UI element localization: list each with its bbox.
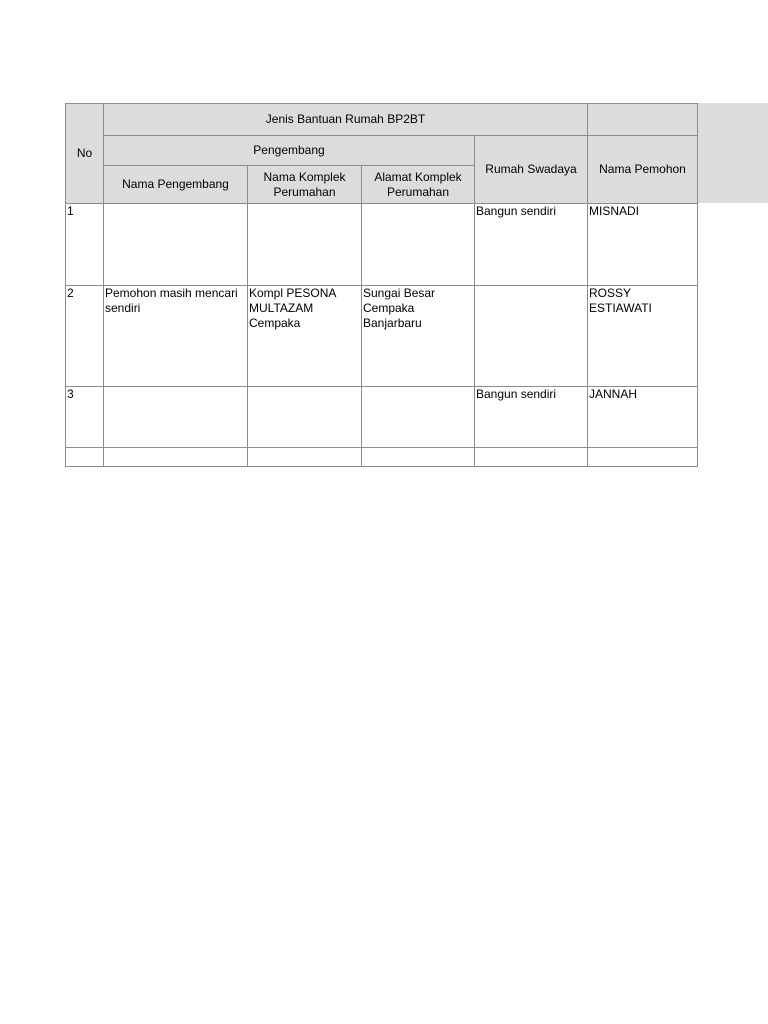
cell-rumah-swadaya [475,286,588,387]
cell-nama-pemohon [588,448,698,467]
header-alamat-komplek: Alamat Komplek Perumahan [362,166,475,204]
cell-nama-komplek [248,448,362,467]
cell-alamat-komplek [362,448,475,467]
header-nama-pemohon: Nama Pemohon [588,136,698,204]
cell-nama-pengembang: Pemohon masih mencari sendiri [104,286,248,387]
cell-no: 2 [66,286,104,387]
header-fill-extension [697,103,768,203]
cell-no: 1 [66,204,104,286]
cell-nama-komplek [248,204,362,286]
cell-alamat-komplek [362,387,475,448]
cell-rumah-swadaya: Bangun sendiri [475,204,588,286]
header-jenis-bantuan: Jenis Bantuan Rumah BP2BT [104,104,588,136]
header-nama-pengembang: Nama Pengembang [104,166,248,204]
table-row [66,204,698,286]
cell-nama-pengembang [104,204,248,286]
header-rumah-swadaya: Rumah Swadaya [475,136,588,204]
header-no: No [66,104,104,204]
cell-nama-pengembang [104,387,248,448]
cell-no [66,448,104,467]
table-row [66,387,698,448]
cell-nama-pemohon: JANNAH [588,387,698,448]
cell-nama-pemohon: ROSSY ESTIAWATI [588,286,698,387]
cell-nama-pemohon: MISNADI [588,204,698,286]
header-row-2 [66,136,698,166]
table-row [66,448,698,467]
cell-no: 3 [66,387,104,448]
cell-rumah-swadaya: Bangun sendiri [475,387,588,448]
cell-alamat-komplek: Sungai Besar Cempaka Banjarbaru [362,286,475,387]
cell-nama-pengembang [104,448,248,467]
header-top-right [588,104,698,136]
header-row-1 [66,104,698,136]
cell-alamat-komplek [362,204,475,286]
header-pengembang: Pengembang [104,136,475,166]
table-row [66,286,698,387]
cell-rumah-swadaya [475,448,588,467]
bp2bt-table [65,103,698,467]
cell-nama-komplek [248,387,362,448]
cell-nama-komplek: Kompl PESONA MULTAZAM Cempaka [248,286,362,387]
header-nama-komplek: Nama Komplek Perumahan [248,166,362,204]
